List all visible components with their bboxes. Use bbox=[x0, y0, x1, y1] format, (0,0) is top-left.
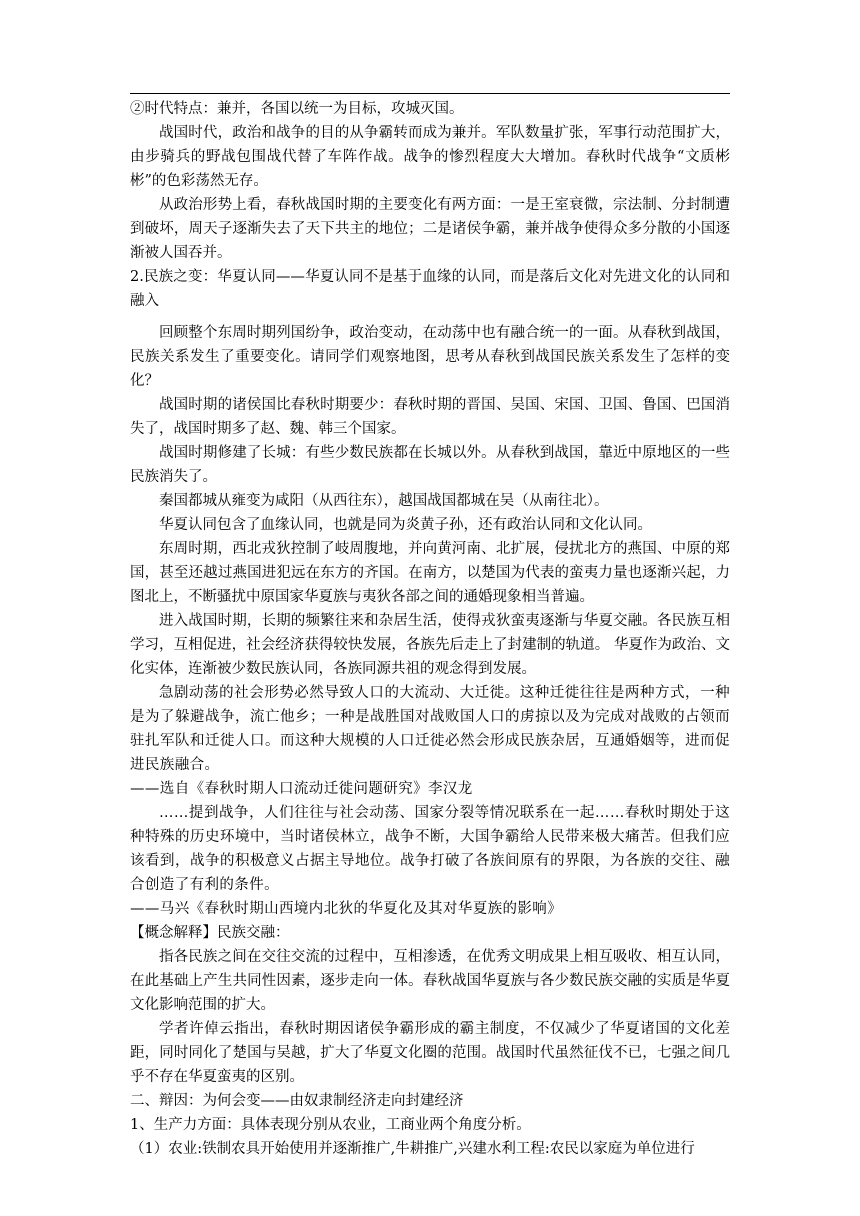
paragraph-warring-states-war: 战国时代，政治和战争的目的从争霸转而成为兼并。军队数量扩张，军事行动范围扩大，由步骑兵的野战包围战代替了车阵作战。战争的惨烈程度大大增加。春秋时代战争“文质彬彬”的色彩荡然无存。 bbox=[130, 125, 730, 189]
paragraph-eastern-zhou-rongdi: 东周时期，西北戎狄控制了岐周腹地，并向黄河南、北扩展，侵扰北方的燕国、中原的郑国，甚至还越过燕国进犯远在东方的齐国。在南方，以楚国为代表的蛮夷力量也逐渐兴起，力图北上，不断骚扰中原国家华夏族与夷狄各部之间的通婚现象相当普遍。 bbox=[130, 541, 730, 605]
section-heading-causes: 二、辩因：为何会变——由奴隶制经济走向封建经济 bbox=[130, 1093, 464, 1109]
paragraph-era-features: ②时代特点：兼并，各国以统一为目标，攻城灭国。 bbox=[130, 101, 464, 117]
paragraph-concept-definition: 指各民族之间在交往交流的过程中，互相渗透，在优秀文明成果上相互吸收、相互认同，在此基础上产生共同性因素，逐步走向一体。春秋战国华夏族与各少数民族交融的实质是华夏文化影响范围的扩大。 bbox=[130, 949, 730, 1013]
quote-war: ……提到战争，人们往往与社会动荡、国家分裂等情况联系在一起……春秋时期处于这种特殊的历史环境中，当时诸侯林立，战争不断，大国争霸给人民带来极大痛苦。但我们应该看到，战争的积极意义占据主导地位。战争打破了各族间原有的界限，为各族的交往、融合创造了有利的条件。 bbox=[130, 805, 730, 893]
paragraph-review-eastern-zhou: 回顾整个东周时期列国纷争，政治变动，在动荡中也有融合统一的一面。从春秋到战国，民族关系发生了重要变化。请同学们观察地图，思考从春秋到战国民族关系发生了怎样的变化？ bbox=[130, 325, 730, 389]
subheading-productivity: 1、生产力方面：具体表现分别从农业，工商业两个角度分析。 bbox=[130, 1117, 531, 1133]
paragraph-warring-states-fusion: 进入战国时期，长期的频繁往来和杂居生活，使得戎狄蛮夷逐渐与华夏交融。各民族互相学习，互相促进，社会经济获得较快发展，各族先后走上了封建制的轨道。 华夏作为政治、文化实体，连渐被少数民族认同，各族同源共祖的观念得到发展。 bbox=[130, 613, 730, 677]
section-heading-ethnic-change: 2.民族之变：华夏认同——华夏认同不是基于血缘的认同，而是落后文化对先进文化的认同和融入 bbox=[130, 269, 730, 309]
quote-source-ma-xing: ——马兴《春秋时期山西境内北狄的华夏化及其对华夏族的影响》 bbox=[130, 901, 563, 917]
paragraph-capitals: 秦国都城从雍变为咸阳（从西往东），越国战国都城在吴（从南往北）。 bbox=[159, 493, 609, 509]
paragraph-great-wall: 战国时期修建了长城：有些少数民族都在长城以外。从春秋到战国，靠近中原地区的一些民族消失了。 bbox=[130, 445, 730, 485]
quote-migration: 急剧动荡的社会形势必然导致人口的大流动、大迁徙。这种迁徙往往是两种方式，一种是为了躲避战争，流亡他乡；一种是战胜国对战败国人口的虏掠以及为完成对战败的占领而驻扎军队和迁徙人口。而这种大规模的人口迁徙必然会形成民族杂居，互通婚姻等，进而促进民族融合。 bbox=[130, 685, 730, 773]
quote-source-li-hanlong: ——选自《春秋时期人口流动迁徙问题研究》李汉龙 bbox=[130, 781, 473, 797]
paragraph-huaxia-identity: 华夏认同包含了血缘认同，也就是同为炎黄子孙，还有政治认同和文化认同。 bbox=[159, 517, 652, 533]
spacer bbox=[130, 313, 730, 321]
document-body bbox=[130, 97, 730, 1161]
concept-heading: 【概念解释】民族交融： bbox=[130, 925, 290, 941]
paragraph-fewer-states: 战国时期的诸侯国比春秋时期要少：春秋时期的晋国、吴国、宋国、卫国、鲁国、巴国消失了，战国时期多了赵、魏、韩三个国家。 bbox=[130, 397, 730, 437]
paragraph-political-situation: 从政治形势上看，春秋战国时期的主要变化有两方面：一是王室衰微，宗法制、分封制遭到破坏，周天子逐渐失去了天下共主的地位；二是诸侯争霸，兼并战争使得众多分散的小国逐渐被人国吞并。 bbox=[130, 197, 730, 261]
header-rule bbox=[130, 93, 730, 94]
subheading-agriculture: （1）农业:铁制农具开始使用并逐渐推广,牛耕推广,兴建水利工程:农民以家庭为单位进行 bbox=[130, 1141, 695, 1157]
paragraph-xu-zhuoyun: 学者许倬云指出，春秋时期因诸侯争霸形成的霸主制度，不仅减少了华夏诸国的文化差距，同时同化了楚国与吴越，扩大了华夏文化圈的范围。战国时代虽然征伐不已，七强之间几乎不存在华夏蛮夷的区别。 bbox=[130, 1021, 730, 1085]
